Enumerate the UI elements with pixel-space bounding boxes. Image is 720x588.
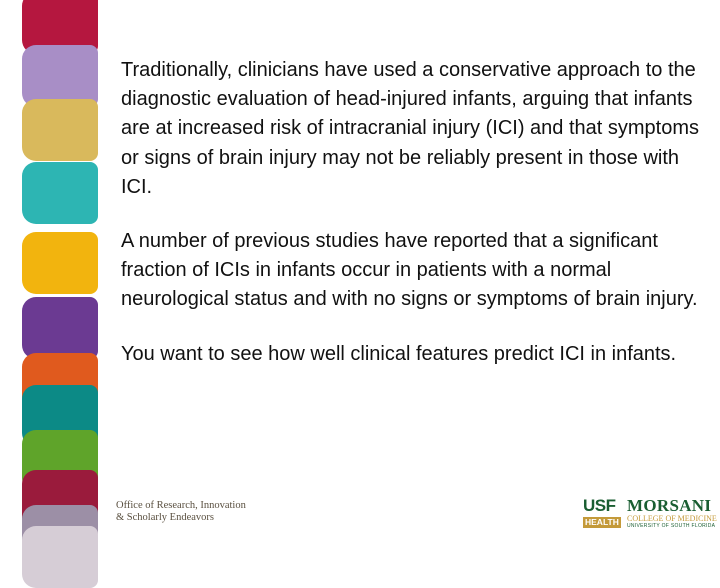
slide-body <box>121 56 701 394</box>
usf-word: USF <box>583 496 616 515</box>
paragraph-3: You want to see how well clinical features predict ICI in infants. <box>121 342 677 365</box>
morsani-wordmark <box>627 497 717 530</box>
stripe-6 <box>22 297 98 359</box>
usf-mark <box>583 497 623 529</box>
office-line-1: Office of Research, Innovation <box>116 500 246 511</box>
paragraph-2: A number of previous studies have reported that a significant fraction of ICIs in infants occur in patients with a normal neurological status and with no signs or symptoms of brain injury. <box>121 230 698 311</box>
usf-health-logo <box>583 496 717 530</box>
stripe-2 <box>22 45 98 107</box>
morsani-word: MORSANI <box>627 495 712 515</box>
health-word: HEALTH <box>585 517 619 527</box>
stripe-3 <box>22 99 98 161</box>
university-word: UNIVERSITY OF SOUTH FLORIDA <box>627 522 716 529</box>
stripe-5 <box>22 232 98 294</box>
stripe-12 <box>22 526 98 588</box>
paragraph-1: Traditionally, clinicians have used a conservative approach to the diagnostic evaluation of head-injured infants, arguing that infants are at increased risk of intracranial injury (ICI) and that symptoms or signs of brain injury may not be reliably present in those with ICI. <box>121 59 699 198</box>
decorative-color-stripes <box>0 0 100 540</box>
office-logo-text <box>116 500 246 524</box>
stripe-4 <box>22 162 98 224</box>
college-word: COLLEGE OF MEDICINE <box>627 513 717 523</box>
office-line-2: & Scholarly Endeavors <box>116 512 214 523</box>
